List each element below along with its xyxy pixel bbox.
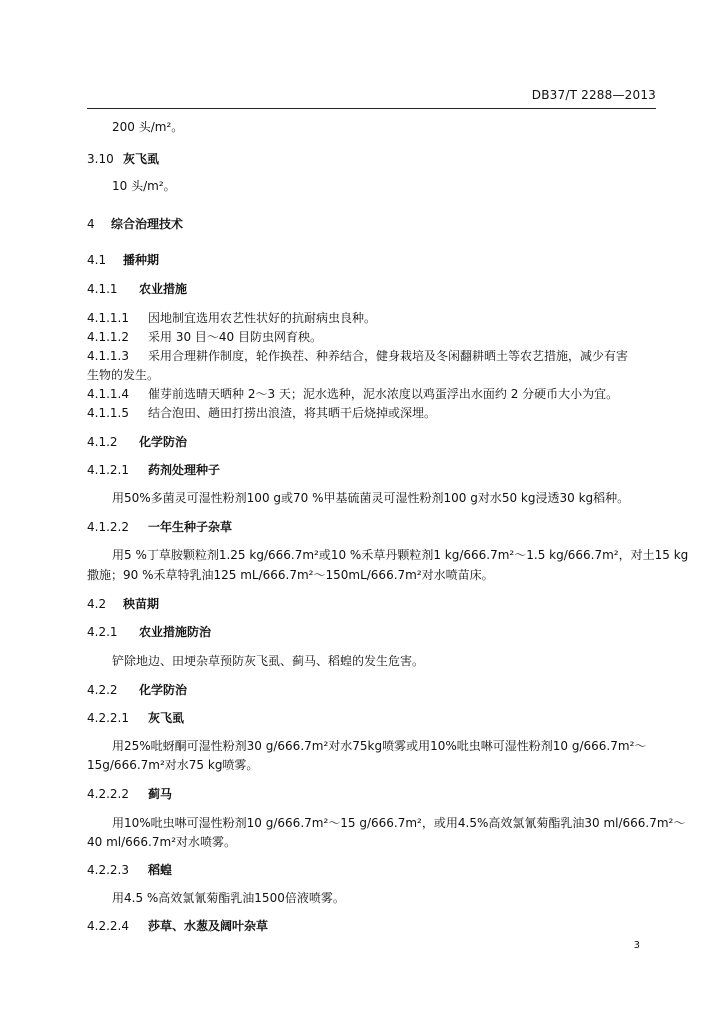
- clause-text: 采用 30 目～40 目防虫网育秧。: [148, 330, 322, 344]
- section-title: 药剂处理种子: [148, 463, 221, 477]
- clause-4-1-1-2: [87, 328, 322, 345]
- page-number: 3: [633, 940, 640, 951]
- section-number: 4.1.2.2: [87, 520, 129, 534]
- section-4-2-2-2-heading: [87, 785, 172, 802]
- section-4-2-2-4-heading: [87, 917, 268, 934]
- section-number: 4.1.2.1: [87, 463, 129, 477]
- clause-number: 4.1.1.2: [87, 330, 129, 344]
- section-4-2-heading: [87, 595, 159, 612]
- paragraph-seed-treatment: 用50%多菌灵可湿性粉剂100 g或70 %甲基硫菌灵可湿性粉剂100 g对水50 kg浸透30 kg稻种。: [112, 491, 630, 505]
- paragraph-planthopper-control-continued: 15g/666.7m²对水75 kg喷雾。: [87, 758, 259, 772]
- section-title: 农业措施防治: [139, 625, 212, 639]
- section-number: 3.10: [87, 152, 114, 166]
- paragraph-annual-weeds-continued: 撒施；90 %禾草特乳油125 mL/666.7m²～150mL/666.7m²对水喷苗床。: [87, 568, 494, 582]
- section-number: 4.2.2.2: [87, 787, 129, 801]
- section-number: 4.2.2.3: [87, 863, 129, 877]
- section-title: 灰飞虱: [148, 711, 185, 725]
- section-number: 4.2.1: [87, 625, 118, 639]
- section-4-2-2-3-heading: [87, 861, 172, 878]
- section-title: 稻蝗: [148, 863, 173, 877]
- clause-text: 因地制宜选用农艺性状好的抗耐病虫良种。: [148, 311, 377, 325]
- clause-text: 结合泡田、趟田打捞出浪渣，将其晒干后烧掉或深埋。: [148, 406, 437, 420]
- section-number: 4.1.2: [87, 435, 118, 449]
- section-title: 蓟马: [148, 787, 173, 801]
- section-title: 化学防治: [139, 683, 188, 697]
- density-threshold-line: 10 头/m²。: [112, 179, 176, 193]
- clause-4-1-1-1: [87, 309, 376, 326]
- section-title: 化学防治: [139, 435, 188, 449]
- section-number: 4.2.2.1: [87, 711, 129, 725]
- clause-4-1-1-3-continued: 生物的发生。: [87, 368, 160, 382]
- clause-text: 催芽前选晴天晒种 2～3 天；泥水选种，泥水浓度以鸡蛋浮出水面约 2 分硬币大小为宜。: [148, 387, 619, 401]
- section-number: 4: [87, 217, 95, 231]
- section-title: 秧苗期: [123, 597, 160, 611]
- section-4-2-1-heading: [87, 623, 211, 640]
- clause-4-1-1-4: [87, 385, 618, 402]
- clause-number: 4.1.1.1: [87, 311, 129, 325]
- paragraph-thrips-control: 用10%吡虫啉可湿性粉剂10 g/666.7m²～15 g/666.7m²，或用4.5%高效氯氰菊酯乳油30 ml/666.7m²～: [112, 816, 686, 830]
- clause-4-1-1-3: [87, 347, 628, 364]
- section-4-1-2-1-heading: [87, 461, 220, 478]
- section-number: 4.2: [87, 597, 107, 611]
- section-number: 4.1: [87, 253, 107, 267]
- header-rule: [87, 108, 656, 109]
- paragraph-thrips-control-continued: 40 ml/666.7m²对水喷雾。: [87, 835, 237, 849]
- document-code: DB37/T 2288—2013: [531, 88, 656, 102]
- section-title: 灰飞虱: [123, 152, 160, 166]
- paragraph-planthopper-control: 用25%吡蚜酮可湿性粉剂30 g/666.7m²对水75kg喷雾或用10%吡虫啉可湿性粉剂10 g/666.7m²～: [112, 739, 647, 753]
- section-3-10-heading: [87, 150, 159, 167]
- clause-4-1-1-5: [87, 404, 436, 421]
- paragraph-weed-removal: 铲除地边、田埂杂草预防灰飞虱、蓟马、稻蝗的发生危害。: [112, 654, 425, 668]
- clause-number: 4.1.1.3: [87, 349, 129, 363]
- section-number: 4.2.2.4: [87, 919, 129, 933]
- section-4-2-2-1-heading: [87, 709, 184, 726]
- clause-text: 采用合理耕作制度，轮作换茬、种养结合，健身栽培及冬闲翻耕晒土等农艺措施，减少有害: [148, 349, 629, 363]
- section-4-1-1-heading: [87, 280, 187, 297]
- section-number: 4.2.2: [87, 683, 118, 697]
- section-4-1-2-heading: [87, 433, 187, 450]
- paragraph-grasshopper-control: 用4.5 %高效氯氰菊酯乳油1500倍液喷雾。: [112, 891, 345, 905]
- paragraph-annual-weeds: 用5 %丁草胺颗粒剂1.25 kg/666.7m²或10 %禾草丹颗粒剂1 kg/666.7m²～1.5 kg/666.7m²，对土15 kg: [112, 548, 689, 562]
- section-4-heading: [87, 215, 183, 232]
- section-4-2-2-heading: [87, 681, 187, 698]
- clause-number: 4.1.1.4: [87, 387, 129, 401]
- section-title: 莎草、水葱及阔叶杂草: [148, 919, 269, 933]
- density-threshold-line: 200 头/m²。: [112, 120, 184, 134]
- section-4-1-2-2-heading: [87, 518, 232, 535]
- section-title: 综合治理技术: [111, 217, 184, 231]
- section-4-1-heading: [87, 251, 159, 268]
- section-title: 一年生种子杂草: [148, 520, 233, 534]
- clause-number: 4.1.1.5: [87, 406, 129, 420]
- section-number: 4.1.1: [87, 282, 118, 296]
- section-title: 农业措施: [139, 282, 188, 296]
- section-title: 播种期: [123, 253, 160, 267]
